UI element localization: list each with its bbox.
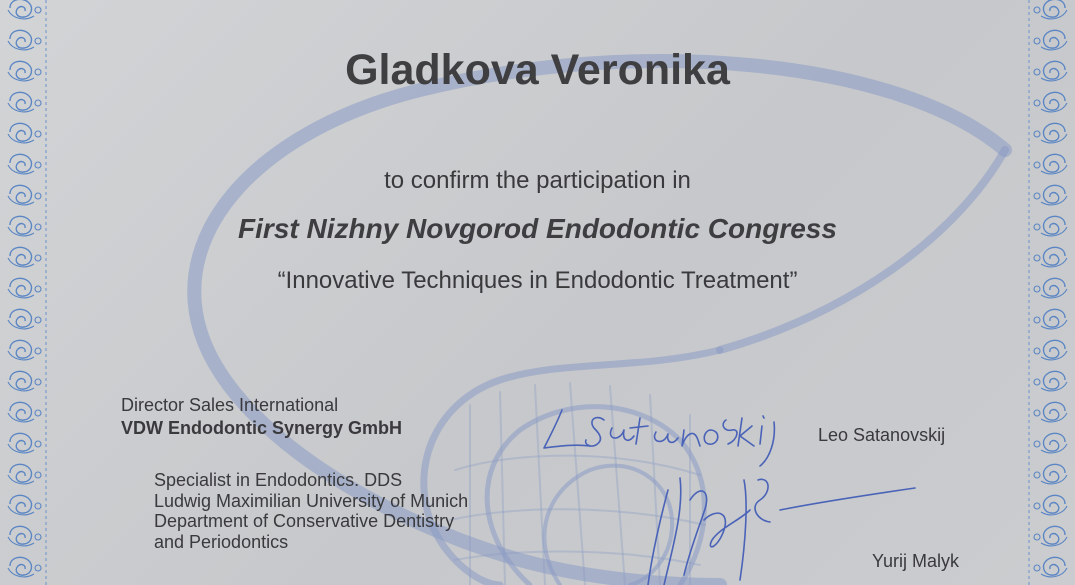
credential-line: and Periodontics [154, 531, 289, 552]
signatory-2-name: Yurij Malyk [872, 551, 960, 571]
event-subtitle: “Innovative Techniques in Endodontic Treatment” [277, 267, 798, 294]
credential-line: Specialist in Endodontics. DDS [154, 470, 403, 490]
event-title: First Nizhny Novgorod Endodontic Congress [238, 213, 837, 244]
signatory-1-role: Director Sales International [121, 395, 339, 415]
credential-line: Department of Conservative Dentistry [154, 511, 455, 531]
signatory-1-name: Leo Satanovskij [818, 425, 946, 445]
intro-text: to confirm the participation in [384, 167, 691, 194]
signatory-1-organization: VDW Endodontic Synergy GmbH [121, 418, 403, 438]
recipient-name: Gladkova Veronika [345, 46, 730, 94]
credential-line: Ludwig Maximilian University of Munich [154, 490, 469, 511]
